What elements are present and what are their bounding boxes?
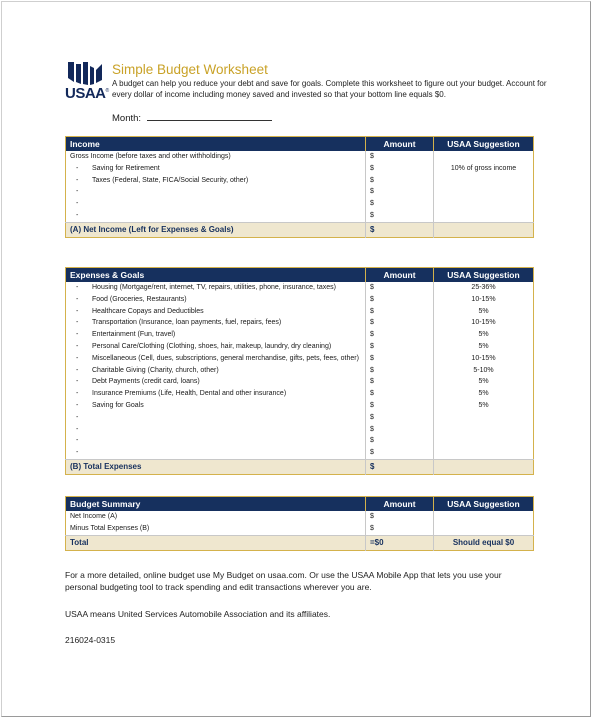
row-label: Minus Total Expenses (B) bbox=[70, 524, 150, 532]
row-label-cell bbox=[66, 353, 366, 365]
table-row bbox=[66, 294, 534, 306]
amount-cell[interactable]: $ bbox=[366, 210, 434, 222]
expenses-header-label: Expenses & Goals bbox=[66, 268, 366, 283]
amount-cell[interactable]: $ bbox=[366, 163, 434, 175]
amount-cell[interactable]: $ bbox=[366, 151, 434, 163]
month-field bbox=[112, 112, 272, 124]
row-label-cell bbox=[66, 388, 366, 400]
row-bullet: - bbox=[76, 200, 79, 208]
suggestion-cell bbox=[434, 151, 534, 163]
expenses-total-amount[interactable]: $ bbox=[366, 459, 434, 474]
row-bullet: - bbox=[76, 319, 79, 327]
table-row bbox=[66, 412, 534, 424]
row-label: Entertainment (Fun, travel) bbox=[92, 331, 176, 339]
row-bullet: - bbox=[76, 425, 79, 433]
row-label: Insurance Premiums (Life, Health, Dental and other insurance) bbox=[92, 390, 287, 398]
suggestion-cell: 10-15% bbox=[434, 317, 534, 329]
table-row bbox=[66, 353, 534, 365]
page-title: Simple Budget Worksheet bbox=[112, 62, 268, 77]
income-header-row bbox=[66, 137, 534, 152]
usaa-logo-text: USAA® bbox=[65, 85, 109, 102]
amount-cell[interactable]: $ bbox=[366, 412, 434, 424]
amount-cell[interactable]: $ bbox=[366, 388, 434, 400]
table-row bbox=[66, 282, 534, 294]
row-bullet: - bbox=[76, 401, 79, 409]
income-total-label: (A) Net Income (Left for Expenses & Goals) bbox=[66, 222, 366, 237]
row-bullet: - bbox=[76, 176, 79, 184]
row-bullet: - bbox=[76, 378, 79, 386]
row-bullet: - bbox=[76, 211, 79, 219]
row-bullet: - bbox=[76, 354, 79, 362]
row-label: Saving for Retirement bbox=[92, 164, 160, 172]
amount-cell[interactable]: $ bbox=[366, 511, 434, 523]
row-label: Saving for Goals bbox=[92, 401, 144, 409]
table-row bbox=[66, 175, 534, 187]
row-label-cell bbox=[66, 365, 366, 377]
row-label: Healthcare Copays and Deductibles bbox=[92, 307, 204, 315]
amount-cell[interactable]: $ bbox=[366, 424, 434, 436]
row-label-cell bbox=[66, 151, 366, 163]
amount-cell[interactable]: $ bbox=[366, 341, 434, 353]
suggestion-cell: 5% bbox=[434, 400, 534, 412]
row-label-cell bbox=[66, 163, 366, 175]
table-row bbox=[66, 341, 534, 353]
suggestion-cell: 10-15% bbox=[434, 353, 534, 365]
row-label-cell bbox=[66, 523, 366, 535]
table-row bbox=[66, 424, 534, 436]
row-label: Miscellaneous (Cell, dues, subscriptions, general merchandise, gifts, pets, fees, other) bbox=[92, 354, 359, 362]
income-total-row bbox=[66, 222, 534, 237]
row-label-cell bbox=[66, 412, 366, 424]
row-label-cell bbox=[66, 329, 366, 341]
amount-cell[interactable]: $ bbox=[366, 435, 434, 447]
suggestion-cell: 5% bbox=[434, 388, 534, 400]
table-row bbox=[66, 329, 534, 341]
row-bullet: - bbox=[76, 437, 79, 445]
income-header-label: Income bbox=[66, 137, 366, 152]
table-row bbox=[66, 151, 534, 163]
summary-header-amount: Amount bbox=[366, 497, 434, 512]
suggestion-cell: 5% bbox=[434, 341, 534, 353]
row-label: Food (Groceries, Restaurants) bbox=[92, 295, 187, 303]
expenses-header-suggestion: USAA Suggestion bbox=[434, 268, 534, 283]
expenses-total-row bbox=[66, 459, 534, 474]
row-label: Charitable Giving (Charity, church, other) bbox=[92, 366, 219, 374]
amount-cell[interactable]: $ bbox=[366, 365, 434, 377]
suggestion-cell: 25-36% bbox=[434, 282, 534, 294]
amount-cell[interactable]: $ bbox=[366, 186, 434, 198]
row-bullet: - bbox=[76, 284, 79, 291]
income-table bbox=[65, 136, 534, 238]
row-label-cell bbox=[66, 376, 366, 388]
table-row bbox=[66, 523, 534, 535]
row-label-cell bbox=[66, 175, 366, 187]
document-code: 216024-0315 bbox=[65, 635, 116, 645]
summary-header-row bbox=[66, 497, 534, 512]
summary-total-row bbox=[66, 535, 534, 550]
row-label-cell bbox=[66, 294, 366, 306]
row-bullet: - bbox=[76, 449, 79, 457]
row-bullet: - bbox=[76, 164, 79, 172]
amount-cell[interactable]: $ bbox=[366, 353, 434, 365]
row-bullet: - bbox=[76, 295, 79, 303]
expenses-table bbox=[65, 267, 534, 475]
amount-cell[interactable]: $ bbox=[366, 376, 434, 388]
row-label-cell bbox=[66, 317, 366, 329]
table-row bbox=[66, 435, 534, 447]
amount-cell[interactable]: $ bbox=[366, 306, 434, 318]
row-bullet: - bbox=[76, 307, 79, 315]
table-row bbox=[66, 400, 534, 412]
row-label-cell bbox=[66, 511, 366, 523]
budget-summary-table bbox=[65, 496, 534, 551]
month-label: Month: bbox=[112, 113, 142, 124]
row-label-cell bbox=[66, 341, 366, 353]
expenses-total-label: (B) Total Expenses bbox=[66, 459, 366, 474]
suggestion-cell bbox=[434, 412, 534, 424]
table-row bbox=[66, 163, 534, 175]
row-bullet: - bbox=[76, 342, 79, 350]
row-bullet: - bbox=[76, 188, 79, 196]
expenses-header-row bbox=[66, 268, 534, 283]
row-label-cell bbox=[66, 186, 366, 198]
expenses-header-amount: Amount bbox=[366, 268, 434, 283]
suggestion-cell bbox=[434, 198, 534, 210]
amount-cell[interactable]: $ bbox=[366, 400, 434, 412]
row-label-cell bbox=[66, 306, 366, 318]
row-label: Net Income (A) bbox=[70, 513, 118, 520]
row-bullet: - bbox=[76, 413, 79, 421]
suggestion-cell bbox=[434, 435, 534, 447]
income-total-suggestion bbox=[434, 222, 534, 237]
income-total-amount[interactable]: $ bbox=[366, 222, 434, 237]
amount-cell[interactable]: $ bbox=[366, 294, 434, 306]
row-label: Transportation (Insurance, loan payments, fuel, repairs, fees) bbox=[92, 319, 282, 327]
row-label-cell bbox=[66, 435, 366, 447]
amount-cell[interactable]: $ bbox=[366, 198, 434, 210]
month-input-line[interactable] bbox=[147, 112, 272, 121]
table-row bbox=[66, 317, 534, 329]
suggestion-cell bbox=[434, 186, 534, 198]
income-header-amount: Amount bbox=[366, 137, 434, 152]
amount-cell[interactable]: $ bbox=[366, 329, 434, 341]
summary-header-label: Budget Summary bbox=[66, 497, 366, 512]
table-row bbox=[66, 388, 534, 400]
suggestion-cell: 10-15% bbox=[434, 294, 534, 306]
row-label-cell bbox=[66, 447, 366, 459]
suggestion-cell: 5% bbox=[434, 329, 534, 341]
row-bullet: - bbox=[76, 331, 79, 339]
row-label-cell bbox=[66, 198, 366, 210]
income-header-suggestion: USAA Suggestion bbox=[434, 137, 534, 152]
summary-header-suggestion: USAA Suggestion bbox=[434, 497, 534, 512]
row-label: Gross Income (before taxes and other withholdings) bbox=[70, 153, 231, 160]
table-row bbox=[66, 210, 534, 222]
summary-total-label: Total bbox=[66, 535, 366, 550]
row-label: Housing (Mortgage/rent, internet, TV, repairs, utilities, phone, insurance, taxes) bbox=[92, 284, 336, 291]
suggestion-cell bbox=[434, 511, 534, 523]
table-row bbox=[66, 511, 534, 523]
table-row bbox=[66, 306, 534, 318]
suggestion-cell: 5% bbox=[434, 306, 534, 318]
summary-total-amount[interactable]: =$0 bbox=[366, 535, 434, 550]
row-label: Personal Care/Clothing (Clothing, shoes, hair, makeup, laundry, dry cleaning) bbox=[92, 342, 332, 350]
table-row bbox=[66, 365, 534, 377]
table-row bbox=[66, 376, 534, 388]
table-row bbox=[66, 186, 534, 198]
amount-cell[interactable]: $ bbox=[366, 175, 434, 187]
suggestion-cell: 5-10% bbox=[434, 365, 534, 377]
suggestion-cell: 5% bbox=[434, 376, 534, 388]
suggestion-cell bbox=[434, 523, 534, 535]
usaa-meaning-text: USAA means United Services Automobile Association and its affiliates. bbox=[65, 609, 331, 619]
table-row bbox=[66, 447, 534, 459]
row-bullet: - bbox=[76, 366, 79, 374]
suggestion-cell bbox=[434, 447, 534, 459]
amount-cell[interactable]: $ bbox=[366, 282, 434, 294]
row-label: Debt Payments (credit card, loans) bbox=[92, 378, 200, 386]
amount-cell[interactable]: $ bbox=[366, 447, 434, 459]
row-label-cell bbox=[66, 424, 366, 436]
row-label-cell bbox=[66, 282, 366, 294]
worksheet-page bbox=[1, 1, 591, 717]
amount-cell[interactable]: $ bbox=[366, 523, 434, 535]
row-label: Taxes (Federal, State, FICA/Social Security, other) bbox=[92, 176, 249, 184]
table-row bbox=[66, 198, 534, 210]
amount-cell[interactable]: $ bbox=[366, 317, 434, 329]
row-label-cell bbox=[66, 400, 366, 412]
suggestion-cell: 10% of gross income bbox=[434, 163, 534, 175]
suggestion-cell bbox=[434, 424, 534, 436]
expenses-total-suggestion bbox=[434, 459, 534, 474]
more-info-text: For a more detailed, online budget use My Budget on usaa.com. Or use the USAA Mobile App that lets you use your personal budgeting tool to track spending and edit transactions wherever you are. bbox=[65, 570, 502, 592]
row-bullet: - bbox=[76, 390, 79, 398]
suggestion-cell bbox=[434, 175, 534, 187]
row-label-cell bbox=[66, 210, 366, 222]
suggestion-cell bbox=[434, 210, 534, 222]
intro-text: A budget can help you reduce your debt and save for goals. Complete this worksheet to figure out your budget. Account for every dollar of income including money saved and invested so that your bottom line equals $0. bbox=[112, 79, 547, 99]
summary-total-suggestion: Should equal $0 bbox=[434, 535, 534, 550]
